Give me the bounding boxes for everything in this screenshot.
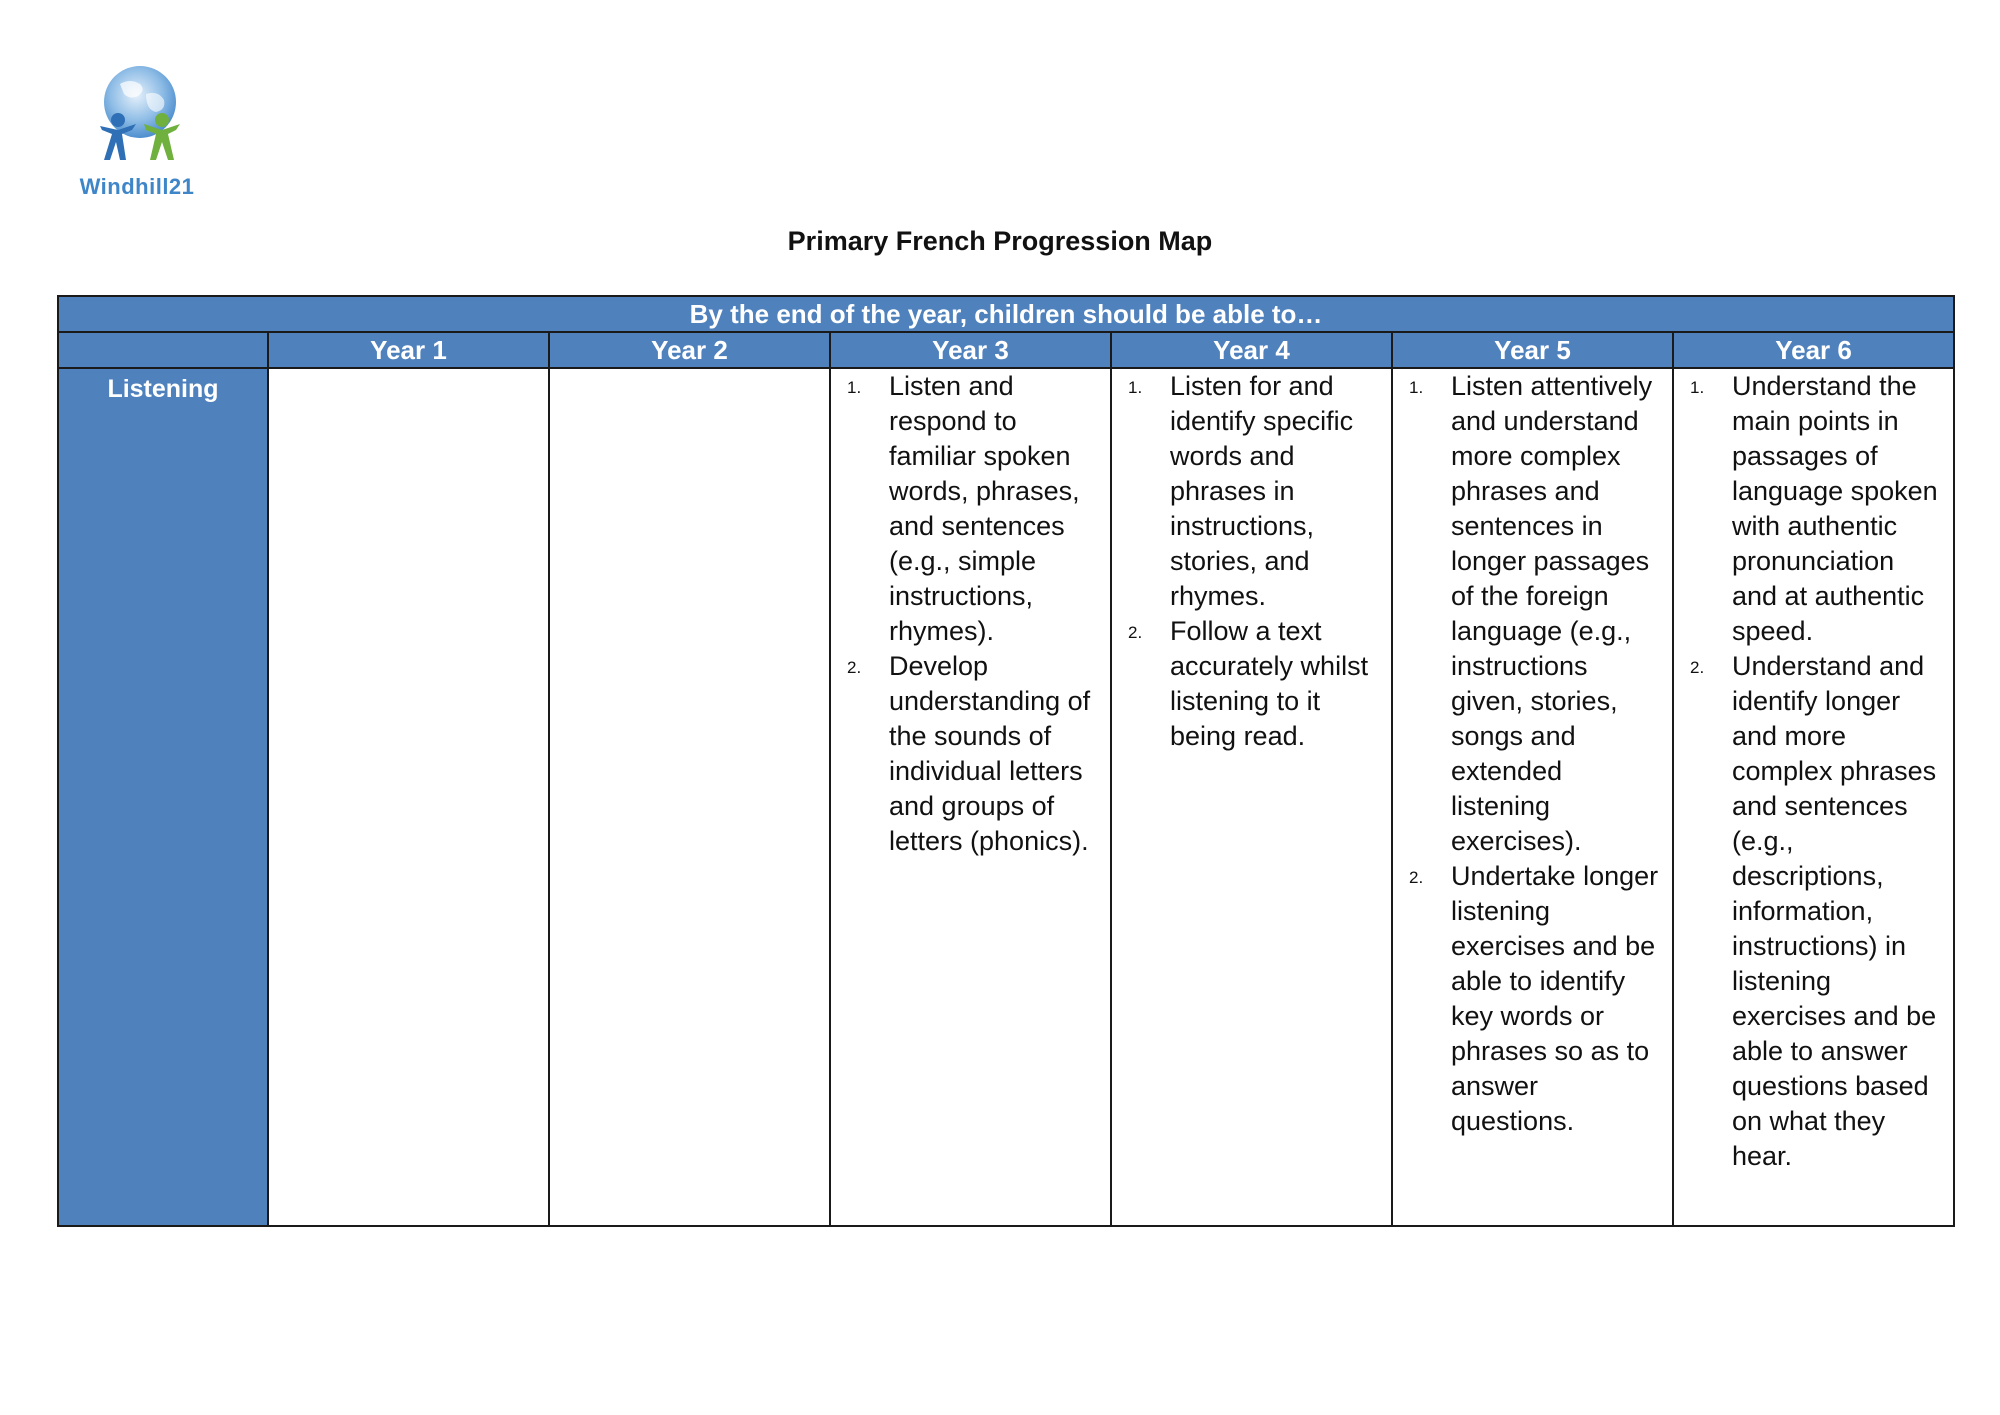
list-item: 1. Understand the main points in passages of language spoken with authentic pronunciation and at authentic speed. bbox=[1690, 371, 1938, 646]
objectives-list bbox=[1674, 369, 1953, 1174]
header-year-2: Year 2 bbox=[549, 332, 830, 368]
table-row bbox=[58, 368, 1954, 1226]
cell-year-2 bbox=[549, 368, 830, 1226]
windhill21-logo bbox=[72, 64, 202, 204]
objectives-list bbox=[1112, 369, 1391, 754]
list-item: 1. Listen and respond to familiar spoken words, phrases, and sentences (e.g., simple instructions, rhymes). bbox=[847, 371, 1080, 646]
header-blank-cell bbox=[58, 332, 268, 368]
row-label-listening: Listening bbox=[58, 368, 268, 1226]
cell-year-3 bbox=[830, 368, 1111, 1226]
globe-children-logo-icon bbox=[72, 64, 202, 174]
list-item: 1. Listen for and identify specific words and phrases in instructions, stories, and rhymes. bbox=[1128, 371, 1354, 611]
page-title: Primary French Progression Map bbox=[787, 226, 1213, 256]
cell-year-1 bbox=[268, 368, 549, 1226]
cell-year-6 bbox=[1673, 368, 1954, 1226]
cell-year-4 bbox=[1111, 368, 1392, 1226]
header-year-1: Year 1 bbox=[268, 332, 549, 368]
table-banner: By the end of the year, children should be able to… bbox=[58, 296, 1954, 332]
list-item: 1. Listen attentively and understand more complex phrases and sentences in longer passages of the foreign language (e.g., instructions given, stories, songs and extended listening exercises). bbox=[1409, 371, 1653, 856]
list-item: 2. Undertake longer listening exercises and be able to identify key words or phrases so as to answer questions. bbox=[1409, 861, 1659, 1136]
list-item: 2. Develop understanding of the sounds of individual letters and groups of letters (phonics). bbox=[847, 651, 1091, 856]
progression-table bbox=[57, 295, 1955, 1227]
header-year-6: Year 6 bbox=[1673, 332, 1954, 368]
logo-text: Windhill21 bbox=[79, 174, 195, 199]
cell-year-5 bbox=[1392, 368, 1673, 1226]
list-item: 2. Understand and identify longer and more complex phrases and sentences (e.g., descriptions, information, instructions) in listening exercises and be able to answer questions based on what they hear. bbox=[1690, 651, 1937, 1171]
list-item: 2. Follow a text accurately whilst listening to it being read. bbox=[1128, 616, 1369, 751]
objectives-list bbox=[831, 369, 1110, 859]
header-year-3: Year 3 bbox=[830, 332, 1111, 368]
objectives-list bbox=[1393, 369, 1672, 1139]
header-year-4: Year 4 bbox=[1111, 332, 1392, 368]
header-year-5: Year 5 bbox=[1392, 332, 1673, 368]
